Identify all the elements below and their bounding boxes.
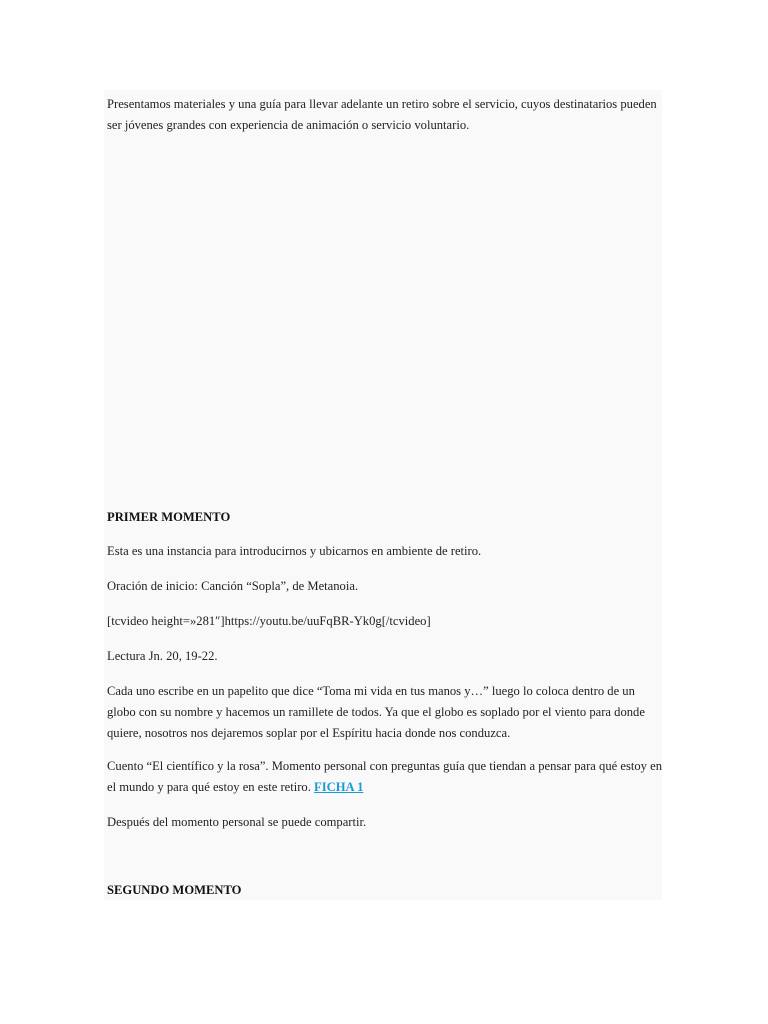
ficha-1-link[interactable]: FICHA 1 bbox=[314, 780, 364, 794]
intro-paragraph: Presentamos materiales y una guía para llevar adelante un retiro sobre el servicio, cuyos destinatarios pueden ser jóvenes grandes con experiencia de animación o servicio voluntario. bbox=[107, 97, 657, 132]
paragraph-instancia: Esta es una instancia para introducirnos y ubicarnos en ambiente de retiro. bbox=[107, 544, 482, 558]
paragraph-oracion-inicio: Oración de inicio: Canción “Sopla”, de Metanoia. bbox=[107, 579, 359, 593]
paragraph-tcvideo-shortcode: [tcvideo height=»281″]https://youtu.be/uuFqBR-Yk0g[/tcvideo] bbox=[107, 614, 431, 628]
paragraph-papelito-globo: Cada uno escribe en un papelito que dice “Toma mi vida en tus manos y…” luego lo coloca dentro de un globo con su nombre y hacemos un ramillete de todos. Ya que el globo es soplado por el viento para donde quiere, nosotros nos dejaremos soplar por el Espíritu hacia donde nos conduzca. bbox=[107, 684, 645, 740]
section-heading-segundo-momento: SEGUNDO MOMENTO bbox=[107, 883, 242, 897]
paragraph-lectura: Lectura Jn. 20, 19-22. bbox=[107, 649, 218, 663]
paragraph-cuento-text: Cuento “El científico y la rosa”. Momento personal con preguntas guía que tiendan a pensar para qué estoy en el mundo y para qué estoy en este retiro. bbox=[107, 759, 662, 794]
paragraph-compartir: Después del momento personal se puede compartir. bbox=[107, 815, 367, 829]
section-heading-primer-momento: PRIMER MOMENTO bbox=[107, 510, 231, 524]
paragraph-cuento bbox=[107, 756, 662, 798]
